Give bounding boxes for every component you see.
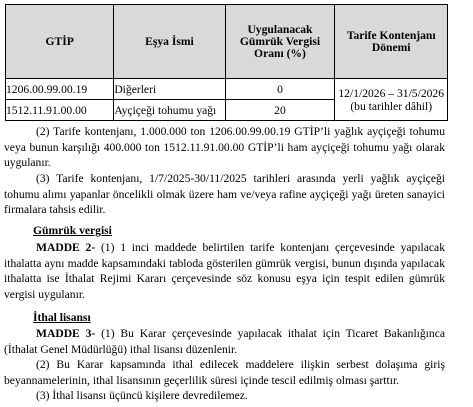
- header-goods-name: Eşya İsmi: [114, 5, 225, 79]
- cell-duty-rate: 0: [225, 79, 335, 100]
- cell-gtip: 1512.11.91.00.00: [6, 100, 114, 121]
- article-3-paragraph: [4, 326, 445, 357]
- cell-gtip: 1206.00.99.00.19: [6, 79, 114, 100]
- cell-quota-period: [335, 79, 448, 121]
- paragraph-quota-allocation: (3) Tarife kontenjanı, 1/7/2025-30/11/2025 tarihleri arasında yerli yağlık ayçiçeği tohumu alımı yapanlar öncelikli olmak üzere ham ve/veya rafine ayçiçeği yağı üreten sanayici firmalara tahsis edilir.: [4, 172, 445, 217]
- paragraph-quota-amount: (2) Tarife kontenjanı, 1.000.000 ton 1206.00.99.00.19 GTİP’li yağlık ayçiçeği tohumu veya bunun karşılığı 400.000 ton 1512.11.91.00.00 GTİP’li ham ayçiçeği tohumu yağı olarak uygulanır.: [4, 125, 445, 170]
- table-header-row: [6, 5, 448, 79]
- heading-customs-duty: Gümrük vergisi: [33, 224, 112, 237]
- article-2-paragraph: [4, 240, 445, 303]
- article-3-label: MADDE 3-: [36, 327, 96, 340]
- cell-duty-rate: 20: [225, 100, 335, 121]
- heading-import-license: İthal lisansı: [33, 311, 91, 324]
- header-duty-rate: Uygulanacak Gümrük Vergisi Oranı (%): [225, 5, 335, 79]
- period-dates: 12/1/2026 – 31/5/2026: [338, 86, 445, 100]
- period-note: (bu tarihler dâhil): [350, 99, 433, 113]
- header-quota-period: Tarife Kontenjanı Dönemi: [335, 5, 448, 79]
- article-3-paragraph-2: (2) Bu Karar kapsamında ithal edilecek maddelere ilişkin serbest dolaşıma giriş beyannamelerinin, ithal lisansının geçerlilik süresi içinde tescil edilmiş olması şarttır.: [4, 358, 445, 387]
- article-3-text: (1) Bu Karar çerçevesinde yapılacak ithalat için Ticaret Bakanlığınca (İthalat Genel Müdürlüğü) ithal lisansı düzenlenir.: [4, 327, 445, 356]
- article-2-label: MADDE 2-: [36, 241, 96, 254]
- cell-goods-name: Diğerleri: [114, 79, 225, 100]
- article-2-text: (1) 1 inci maddede belirtilen tarife kontenjanı çerçevesinde yapılacak ithalatta aynı madde kapsamındaki tabloda gösterilen gümrük vergisi, bunun dışında yapılacak ithalatta ise İthalat Rejimi Kararı çerçevesinde söz konusu eşya için tespit edilen gümrük vergisi uygulanır.: [4, 241, 445, 302]
- article-3-paragraph-3: (3) İthal lisansı üçüncü kişilere devredilemez.: [36, 389, 248, 402]
- table-row: [6, 79, 448, 100]
- header-gtip: GTİP: [6, 5, 114, 79]
- cell-goods-name: Ayçiçeği tohumu yağı: [114, 100, 225, 121]
- tariff-quota-table: [5, 4, 448, 121]
